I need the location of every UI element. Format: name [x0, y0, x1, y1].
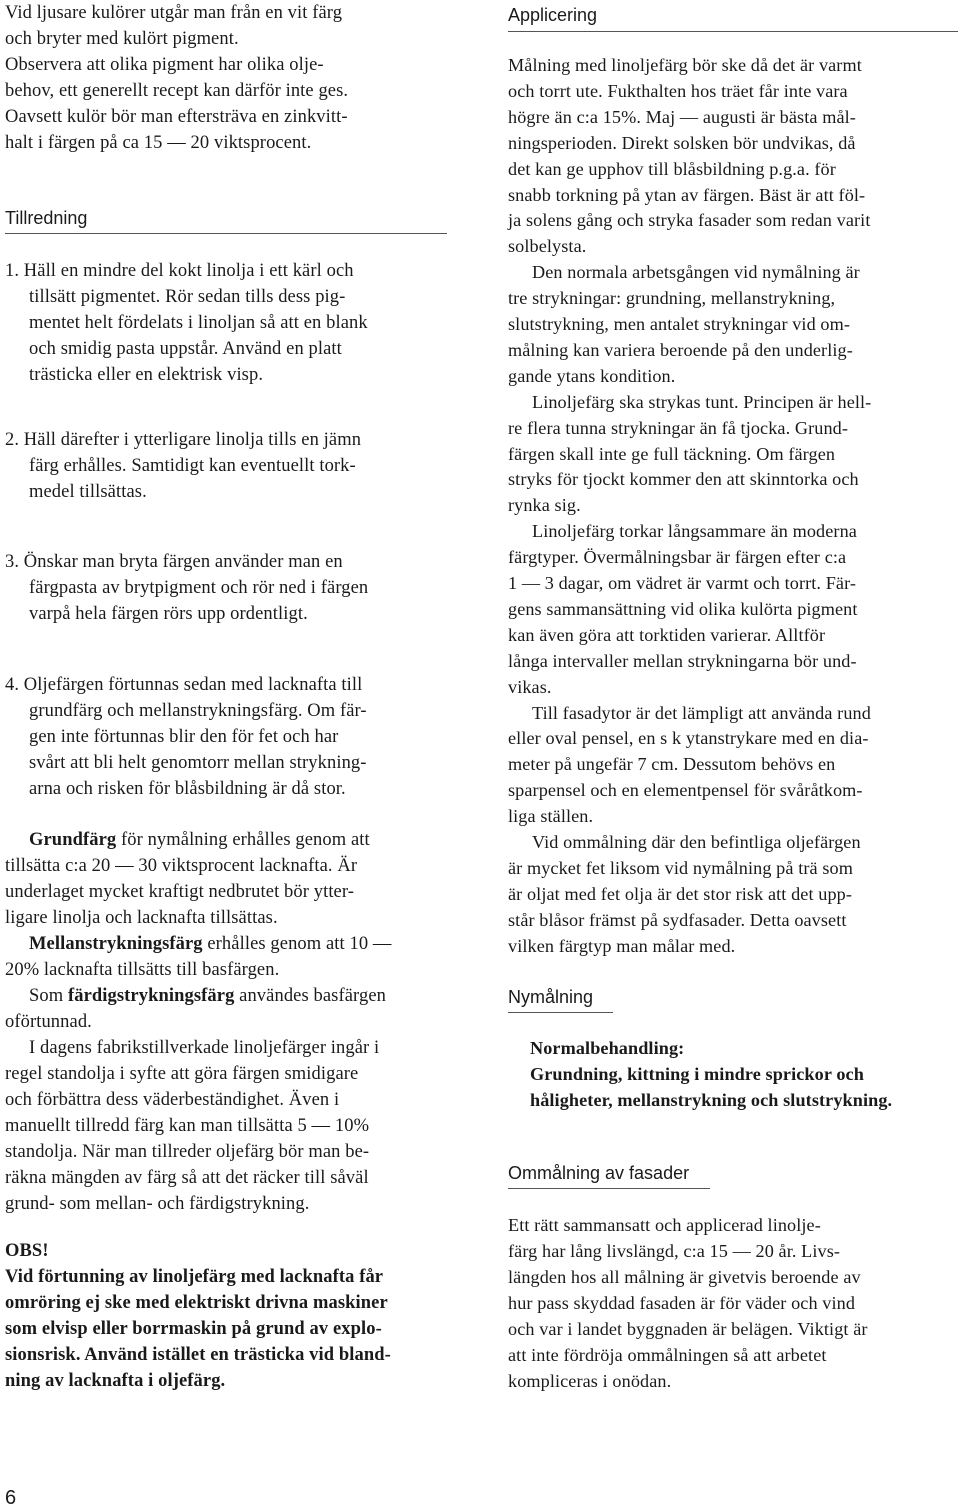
- applicering-line: Målning med linoljefärg bör ske då det är varmt: [508, 55, 862, 75]
- grundfarg-text: för nymålning erhålles genom att: [116, 830, 370, 850]
- fardig-term: färdigstrykningsfärg: [67, 986, 235, 1006]
- applicering-line: liga ställen.: [508, 806, 594, 827]
- som-line: [29, 983, 386, 1009]
- step-line: 1. Häll en mindre del kokt linolja i ett kärl och: [5, 261, 354, 281]
- step-line: 3. Önskar man bryta färgen använder man en: [5, 552, 343, 572]
- step-line: gen inte förtunnas blir den för fet och har: [29, 727, 339, 747]
- grundfarg-line: [29, 827, 370, 853]
- mellan-term: Mellanstrykningsfärg: [29, 934, 203, 954]
- obs-line: sionsrisk. Använd istället en trästicka vid bland-: [5, 1345, 391, 1365]
- applicering-line: solbelysta.: [508, 236, 587, 257]
- step-line: 4. Oljefärgen förtunnas sedan med lacknafta till: [5, 675, 363, 695]
- som-pre: Som: [29, 986, 68, 1006]
- ommalning-line: Ett rätt sammansatt och applicerad linolje-: [508, 1215, 821, 1235]
- applicering-line: ja solens gång och stryka fasader som redan varit: [508, 210, 871, 231]
- obs-line: Vid förtunning av linoljefärg med lacknafta får: [5, 1267, 384, 1287]
- step-line: grundfärg och mellanstrykningsfärg. Om fär-: [29, 701, 367, 721]
- mellan-line: [29, 931, 392, 957]
- applicering-line: det kan ge upphov till blåsbildning p.g.a. för: [508, 158, 836, 179]
- applicering-line: Linoljefärg torkar långsammare än moderna: [532, 521, 857, 542]
- step-line: mentet helt fördelats i linoljan så att en blank: [29, 313, 368, 333]
- applicering-line: Den normala arbetsgången vid nymålning är: [532, 262, 860, 283]
- step-line: svårt att bli helt genomtorr mellan strykning-: [29, 753, 367, 773]
- intro-line: Oavsett kulör bör man eftersträva en zinkvitt-: [5, 107, 348, 127]
- heading-rule: [508, 1188, 710, 1189]
- step-line: trästicka eller en elektrisk visp.: [29, 365, 264, 385]
- applicering-line: Vid ommålning där den befintliga oljefärgen: [532, 832, 861, 852]
- applicering-line: färgtyper. Övermålningsbar är färgen efter c:a: [508, 547, 847, 568]
- step-line: medel tillsättas.: [29, 482, 147, 502]
- step-line: arna och risken för blåsbildning är då stor.: [29, 779, 346, 799]
- step-line: färgpasta av brytpigment och rör ned i färgen: [29, 578, 369, 598]
- applicering-line: står blåsor främst på sydfasader. Detta oavsett: [508, 909, 847, 930]
- step-line: och smidig pasta uppstår. Använd en platt: [29, 339, 342, 359]
- body-line: 20% lacknafta tillsätts till basfärgen.: [5, 960, 280, 980]
- applicering-line: och torrt ute. Fukthalten hos träet får inte vara: [508, 80, 848, 101]
- body-line: I dagens fabrikstillverkade linoljefärger ingår i: [29, 1038, 380, 1058]
- obs-line: omröring ej ske med elektriskt drivna maskiner: [5, 1293, 388, 1313]
- heading-rule: [5, 233, 447, 234]
- applicering-line: är oljat med fet olja är det stor risk att det upp-: [508, 883, 852, 904]
- body-line: oförtunnad.: [5, 1012, 92, 1032]
- applicering-line: gande ytans kondition.: [508, 365, 676, 386]
- ommalning-line: kompliceras i onödan.: [508, 1371, 672, 1391]
- applicering-line: eller oval pensel, en s k ytanstrykare med en dia-: [508, 728, 869, 749]
- intro-line: Vid ljusare kulörer utgår man från en vit färg: [5, 3, 343, 23]
- applicering-line: re flera tunna strykningar än få tjocka. Grund-: [508, 417, 849, 438]
- mellan-text: erhålles genom att 10 —: [202, 934, 392, 954]
- ommalning-line: och var i landet byggnaden är belägen. Viktigt är: [508, 1319, 868, 1339]
- normal-line: Grundning, kittning i mindre sprickor och: [530, 1064, 864, 1084]
- body-line: och förbättra dess väderbeständighet. Även i: [5, 1090, 340, 1110]
- body-line: standolja. När man tillreder oljefärg bör man be-: [5, 1142, 370, 1162]
- step-line: färg erhålles. Samtidigt kan eventuellt tork-: [29, 456, 356, 476]
- heading-rule: [508, 1012, 613, 1013]
- applicering-line: tre strykningar: grundning, mellanstrykning,: [508, 288, 836, 309]
- applicering-line: snabb torkning på ytan av färgen. Bäst är att föl-: [508, 184, 866, 205]
- section-heading-tillredning: Tillredning: [5, 208, 88, 228]
- grundfarg-term: Grundfärg: [29, 830, 117, 850]
- applicering-line: Till fasadytor är det lämpligt att använda rund: [532, 702, 871, 723]
- section-heading-ommalning: Ommålning av fasader: [508, 1163, 690, 1183]
- step-line: tillsätt pigmentet. Rör sedan tills dess pig-: [29, 287, 346, 307]
- ommalning-line: längden hos all målning är givetvis beroende av: [508, 1267, 861, 1287]
- step-line: varpå hela färgen rörs upp ordentligt.: [29, 604, 308, 624]
- applicering-line: ningsperioden. Direkt solsken bör undvikas, då: [508, 132, 856, 153]
- intro-line: behov, ett generellt recept kan därför inte ges.: [5, 81, 349, 101]
- applicering-line: vikas.: [508, 676, 552, 697]
- heading-rule: [508, 31, 958, 32]
- intro-line: och bryter med kulört pigment.: [5, 29, 239, 49]
- step-line: 2. Häll därefter i ytterligare linolja tills en jämn: [5, 430, 362, 450]
- applicering-line: målning kan variera beroende på den underlig-: [508, 339, 853, 360]
- normal-line: Normalbehandling:: [530, 1038, 685, 1058]
- applicering-line: vilken färgtyp man målar med.: [508, 935, 736, 956]
- applicering-line: långa intervaller mellan strykningarna bör und-: [508, 650, 857, 671]
- applicering-line: högre än c:a 15%. Maj — augusti är bästa mål-: [508, 106, 856, 127]
- ommalning-line: färg har lång livslängd, c:a 15 — 20 år. Livs-: [508, 1241, 841, 1261]
- section-heading-nymalning: Nymålning: [508, 987, 594, 1007]
- som-text: användes basfärgen: [234, 986, 386, 1006]
- applicering-line: slutstrykning, men antalet strykningar vid om-: [508, 314, 851, 334]
- applicering-line: färgen skall inte ge full täckning. Om färgen: [508, 443, 836, 464]
- page-number: 6: [5, 1487, 17, 1509]
- applicering-line: stryks för tjockt kommer den att skinntorka och: [508, 469, 859, 490]
- ommalning-line: hur pass skyddad fasaden är för väder och vind: [508, 1293, 856, 1313]
- applicering-line: är mycket fet liksom vid nymålning på trä som: [508, 857, 853, 878]
- body-line: grund- som mellan- och färdigstrykning.: [5, 1194, 310, 1214]
- applicering-line: sparpensel och en elementpensel för svåråtkom-: [508, 780, 863, 801]
- applicering-line: 1 — 3 dagar, om vädret är varmt och torrt. Fär-: [508, 573, 857, 593]
- intro-line: halt i färgen på ca 15 — 20 viktsprocent.: [5, 133, 312, 153]
- obs-title: OBS!: [5, 1241, 49, 1261]
- intro-line: Observera att olika pigment har olika olje-: [5, 55, 324, 75]
- body-line: ligare linolja och lacknafta tillsättas.: [5, 908, 278, 928]
- section-heading-applicering: Applicering: [508, 5, 598, 25]
- applicering-line: Linoljefärg ska strykas tunt. Principen är hell-: [532, 391, 872, 412]
- obs-line: som elvisp eller borrmaskin på grund av explo-: [5, 1319, 382, 1339]
- normal-line: håligheter, mellanstrykning och slutstrykning.: [530, 1090, 893, 1110]
- body-line: räkna mängden av färg så att det räcker till såväl: [5, 1168, 369, 1188]
- ommalning-line: att inte fördröja ommålningen så att arbetet: [508, 1345, 827, 1365]
- applicering-line: kan även göra att torktiden varierar. Alltför: [508, 624, 826, 645]
- body-line: underlaget mycket kraftigt nedbrutet bör ytter-: [5, 882, 355, 902]
- body-line: tillsätta c:a 20 — 30 viktsprocent lacknafta. Är: [5, 856, 358, 876]
- applicering-line: gens sammansättning vid olika kulörta pigment: [508, 598, 858, 619]
- applicering-line: meter på ungefär 7 cm. Dessutom behövs en: [508, 754, 836, 775]
- obs-line: ning av lacknafta i oljefärg.: [5, 1371, 226, 1391]
- body-line: regel standolja i syfte att göra färgen smidigare: [5, 1064, 359, 1084]
- applicering-line: rynka sig.: [508, 495, 581, 516]
- body-line: manuellt tillredd färg kan man tillsätta 5 — 10%: [5, 1116, 370, 1136]
